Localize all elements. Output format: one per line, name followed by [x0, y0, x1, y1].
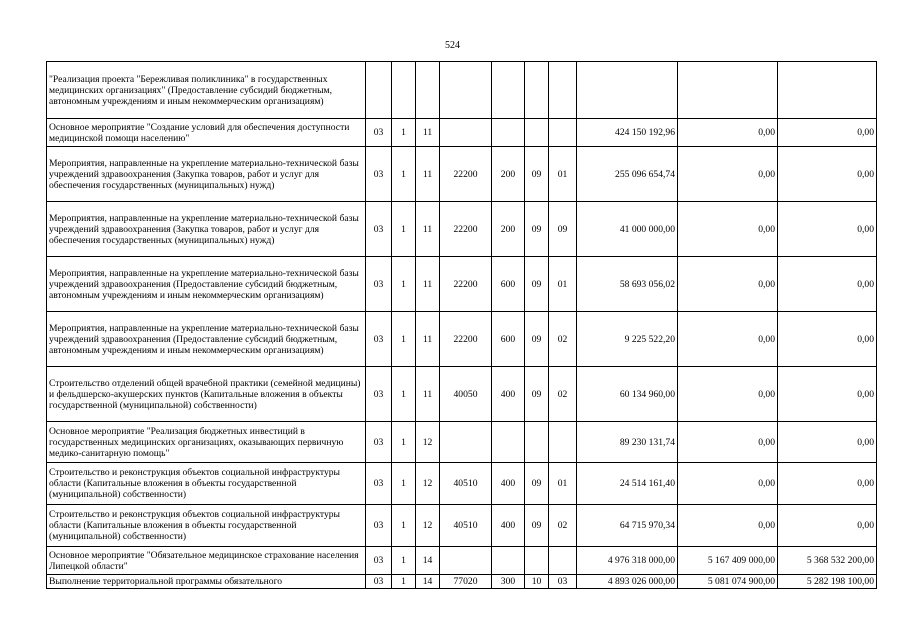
code-cell [549, 119, 577, 147]
page-number: 524 [445, 40, 460, 51]
code-cell: 1 [392, 547, 416, 575]
code-cell: 03 [366, 312, 392, 367]
amount-cell: 0,00 [678, 312, 778, 367]
code-cell: 200 [492, 202, 525, 257]
code-cell [525, 62, 549, 119]
code-cell: 11 [416, 119, 440, 147]
row-name: Основное мероприятие "Обязательное медицинское страхование населения Липецкой области" [47, 547, 366, 575]
row-name: Выполнение территориальной программы обязательного [47, 575, 366, 589]
table-row [47, 119, 877, 147]
code-cell: 03 [366, 463, 392, 505]
table-row [47, 367, 877, 422]
code-cell: 01 [549, 147, 577, 202]
row-name: Мероприятия, направленные на укрепление материально-технической базы учреждений здравоохранения (Предоставление субсидий бюджетным, автономным учреждениям и иным некоммерческим организациям) [47, 312, 366, 367]
code-cell: 40510 [440, 505, 492, 547]
code-cell: 22200 [440, 257, 492, 312]
code-cell: 22200 [440, 202, 492, 257]
code-cell: 03 [366, 422, 392, 463]
table-row [47, 547, 877, 575]
amount-cell: 0,00 [678, 505, 778, 547]
table-row [47, 312, 877, 367]
code-cell: 01 [549, 257, 577, 312]
code-cell: 02 [549, 367, 577, 422]
code-cell: 1 [392, 119, 416, 147]
code-cell: 11 [416, 202, 440, 257]
amount-cell: 0,00 [778, 463, 877, 505]
code-cell [392, 62, 416, 119]
amount-cell: 5 167 409 000,00 [678, 547, 778, 575]
row-name: "Реализация проекта "Бережливая поликлиника" в государственных медицинских организациях" (Предоставление субсидий бюджетным, автономным учреждениям и иным некоммерческим организациям) [47, 62, 366, 119]
code-cell: 11 [416, 147, 440, 202]
code-cell: 22200 [440, 147, 492, 202]
amount-cell: 0,00 [778, 422, 877, 463]
amount-cell: 0,00 [678, 257, 778, 312]
code-cell [492, 62, 525, 119]
code-cell: 09 [525, 257, 549, 312]
code-cell: 12 [416, 463, 440, 505]
amount-cell: 0,00 [778, 505, 877, 547]
amount-cell: 41 000 000,00 [577, 202, 678, 257]
amount-cell: 0,00 [778, 312, 877, 367]
amount-cell: 0,00 [678, 422, 778, 463]
code-cell [525, 547, 549, 575]
code-cell: 12 [416, 422, 440, 463]
code-cell [492, 547, 525, 575]
code-cell: 400 [492, 505, 525, 547]
amount-cell: 0,00 [778, 257, 877, 312]
code-cell: 1 [392, 147, 416, 202]
row-name: Мероприятия, направленные на укрепление материально-технической базы учреждений здравоохранения (Закупка товаров, работ и услуг для обеспечения государственных (муниципальных) нужд) [47, 147, 366, 202]
code-cell: 600 [492, 257, 525, 312]
amount-cell: 58 693 056,02 [577, 257, 678, 312]
code-cell: 10 [525, 575, 549, 589]
code-cell: 02 [549, 312, 577, 367]
table-row [47, 505, 877, 547]
code-cell: 09 [549, 202, 577, 257]
code-cell: 03 [366, 147, 392, 202]
table-row [47, 422, 877, 463]
table-row [47, 575, 877, 589]
code-cell: 11 [416, 367, 440, 422]
code-cell [366, 62, 392, 119]
code-cell: 400 [492, 463, 525, 505]
code-cell: 03 [366, 202, 392, 257]
amount-cell: 60 134 960,00 [577, 367, 678, 422]
amount-cell: 24 514 161,40 [577, 463, 678, 505]
amount-cell: 9 225 522,20 [577, 312, 678, 367]
code-cell: 09 [525, 312, 549, 367]
row-name: Мероприятия, направленные на укрепление материально-технической базы учреждений здравоохранения (Предоставление субсидий бюджетным, автономным учреждениям и иным некоммерческим организациям) [47, 257, 366, 312]
code-cell: 1 [392, 202, 416, 257]
code-cell: 1 [392, 575, 416, 589]
row-name: Строительство и реконструкция объектов социальной инфраструктуры области (Капитальные вложения в объекты государственной (муниципальной) собственности) [47, 463, 366, 505]
code-cell: 03 [549, 575, 577, 589]
code-cell: 600 [492, 312, 525, 367]
code-cell: 03 [366, 367, 392, 422]
code-cell: 400 [492, 367, 525, 422]
amount-cell: 4 976 318 000,00 [577, 547, 678, 575]
table-row [47, 257, 877, 312]
code-cell [416, 62, 440, 119]
amount-cell: 255 096 654,74 [577, 147, 678, 202]
code-cell: 09 [525, 147, 549, 202]
amount-cell: 4 893 026 000,00 [577, 575, 678, 589]
amount-cell: 0,00 [678, 202, 778, 257]
code-cell [549, 422, 577, 463]
code-cell [440, 547, 492, 575]
code-cell: 02 [549, 505, 577, 547]
amount-cell: 0,00 [778, 367, 877, 422]
code-cell: 09 [525, 463, 549, 505]
code-cell: 14 [416, 547, 440, 575]
table-row [47, 463, 877, 505]
code-cell [440, 422, 492, 463]
code-cell: 300 [492, 575, 525, 589]
row-name: Основное мероприятие "Реализация бюджетных инвестиций в государственных медицинских организациях, оказывающих первичную медико-санитарную помощь" [47, 422, 366, 463]
code-cell: 1 [392, 367, 416, 422]
code-cell: 1 [392, 422, 416, 463]
code-cell: 11 [416, 312, 440, 367]
code-cell: 1 [392, 312, 416, 367]
table-row [47, 62, 877, 119]
amount-cell: 0,00 [678, 367, 778, 422]
code-cell [549, 62, 577, 119]
code-cell: 09 [525, 367, 549, 422]
amount-cell: 0,00 [778, 202, 877, 257]
amount-cell: 0,00 [678, 119, 778, 147]
amount-cell: 5 368 532 200,00 [778, 547, 877, 575]
code-cell: 03 [366, 575, 392, 589]
row-name: Строительство отделений общей врачебной практики (семейной медицины) и фельдшерско-акушерских пунктов (Капитальные вложения в объекты государственной (муниципальной) собственности) [47, 367, 366, 422]
code-cell: 03 [366, 547, 392, 575]
amount-cell: 0,00 [678, 463, 778, 505]
code-cell: 09 [525, 505, 549, 547]
amount-cell: 64 715 970,34 [577, 505, 678, 547]
table-row [47, 202, 877, 257]
amount-cell: 89 230 131,74 [577, 422, 678, 463]
amount-cell [577, 62, 678, 119]
amount-cell: 5 081 074 900,00 [678, 575, 778, 589]
budget-table-body [47, 62, 877, 589]
code-cell [525, 119, 549, 147]
code-cell: 11 [416, 257, 440, 312]
code-cell: 09 [525, 202, 549, 257]
code-cell [549, 547, 577, 575]
code-cell: 03 [366, 505, 392, 547]
code-cell [492, 119, 525, 147]
row-name: Строительство и реконструкция объектов социальной инфраструктуры области (Капитальные вложения в объекты государственной (муниципальной) собственности) [47, 505, 366, 547]
amount-cell [778, 62, 877, 119]
table-row [47, 147, 877, 202]
amount-cell: 5 282 198 100,00 [778, 575, 877, 589]
code-cell: 14 [416, 575, 440, 589]
row-name: Мероприятия, направленные на укрепление материально-технической базы учреждений здравоохранения (Закупка товаров, работ и услуг для обеспечения государственных (муниципальных) нужд) [47, 202, 366, 257]
code-cell: 77020 [440, 575, 492, 589]
amount-cell [678, 62, 778, 119]
code-cell: 03 [366, 257, 392, 312]
code-cell: 1 [392, 505, 416, 547]
row-name: Основное мероприятие "Создание условий для обеспечения доступности медицинской помощи населению" [47, 119, 366, 147]
code-cell: 40510 [440, 463, 492, 505]
code-cell: 1 [392, 463, 416, 505]
code-cell [492, 422, 525, 463]
amount-cell: 0,00 [778, 119, 877, 147]
code-cell [440, 62, 492, 119]
amount-cell: 0,00 [678, 147, 778, 202]
code-cell: 200 [492, 147, 525, 202]
budget-table [46, 61, 877, 589]
amount-cell: 424 150 192,96 [577, 119, 678, 147]
code-cell: 1 [392, 257, 416, 312]
code-cell [525, 422, 549, 463]
code-cell: 01 [549, 463, 577, 505]
code-cell: 12 [416, 505, 440, 547]
code-cell [440, 119, 492, 147]
amount-cell: 0,00 [778, 147, 877, 202]
code-cell: 40050 [440, 367, 492, 422]
code-cell: 22200 [440, 312, 492, 367]
code-cell: 03 [366, 119, 392, 147]
